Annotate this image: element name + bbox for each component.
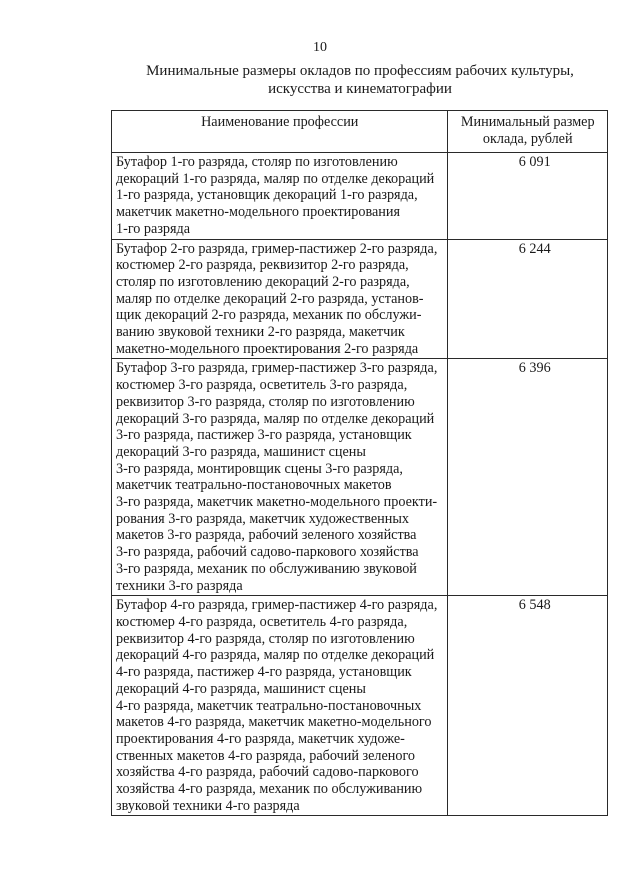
salary-cell: 6 396	[448, 359, 608, 596]
profession-cell: Бутафор 1-го разряда, столяр по изготовлению декораций 1-го разряда, маляр по отделке декораций 1-го разряда, установщик декораций 1-го разряда, макетчик макетно-модельного проектирования 1-го разряда	[112, 153, 448, 240]
salary-table	[111, 110, 608, 816]
salary-header-line-2: оклада, рублей	[482, 131, 573, 147]
table-row	[112, 239, 608, 359]
profession-cell: Бутафор 3-го разряда, гример-пастижер 3-го разряда, костюмер 3-го разряда, осветитель 3-го разряда, реквизитор 3-го разряда, столяр по изготовлению декораций 3-го разряда, маляр по отделке декораций 3-го разряда, пастижер 3-го разряда, установщик декораций 3-го разряда, машинист сцены 3-го разряда, монтировщик сцены 3-го разряда, макетчик театрально-постановочных макетов 3-го разряда, макетчик макетно-модельного проекти- рования 3-го разряда, макетчик художественных макетов 3-го разряда, рабочий зеленого хозяйства 3-го разряда, рабочий садово-паркового хозяйства 3-го разряда, механик по обслуживанию звуковой техники 3-го разряда	[112, 359, 448, 596]
table-row	[112, 359, 608, 596]
salary-column-header	[448, 111, 608, 153]
salary-cell: 6 244	[448, 239, 608, 359]
profession-cell: Бутафор 4-го разряда, гример-пастижер 4-го разряда, костюмер 4-го разряда, осветитель 4-го разряда, реквизитор 4-го разряда, столяр по изготовлению декораций 4-го разряда, маляр по отделке декораций 4-го разряда, пастижер 4-го разряда, установщик декораций 4-го разряда, машинист сцены 4-го разряда, макетчик театрально-постановочных макетов 4-го разряда, макетчик макетно-модельного проектирования 4-го разряда, макетчик художе- ственных макетов 4-го разряда, рабочий зеленого хозяйства 4-го разряда, рабочий садово-паркового хозяйства 4-го разряда, механик по обслуживанию звуковой техники 4-го разряда	[112, 596, 448, 816]
salary-cell: 6 091	[448, 153, 608, 240]
table-row	[112, 596, 608, 816]
table-row	[112, 153, 608, 240]
profession-column-header: Наименование профессии	[112, 111, 448, 153]
salary-header-line-1: Минимальный размер	[460, 114, 595, 130]
document-title-line-2: искусства и кинематографии	[268, 81, 452, 97]
salary-cell: 6 548	[448, 596, 608, 816]
document-title-line-1: Минимальные размеры окладов по профессиям рабочих культуры,	[146, 63, 574, 79]
document-title	[110, 62, 610, 98]
profession-cell: Бутафор 2-го разряда, гример-пастижер 2-го разряда, костюмер 2-го разряда, реквизитор 2-го разряда, столяр по изготовлению декораций 2-го разряда, маляр по отделке декораций 2-го разряда, установ- щик декораций 2-го разряда, механик по обслужи- ванию звуковой техники 2-го разряда, макетчик макетно-модельного проектирования 2-го разряда	[112, 239, 448, 359]
table-header-row	[112, 111, 608, 153]
page-number: 10	[313, 40, 327, 55]
